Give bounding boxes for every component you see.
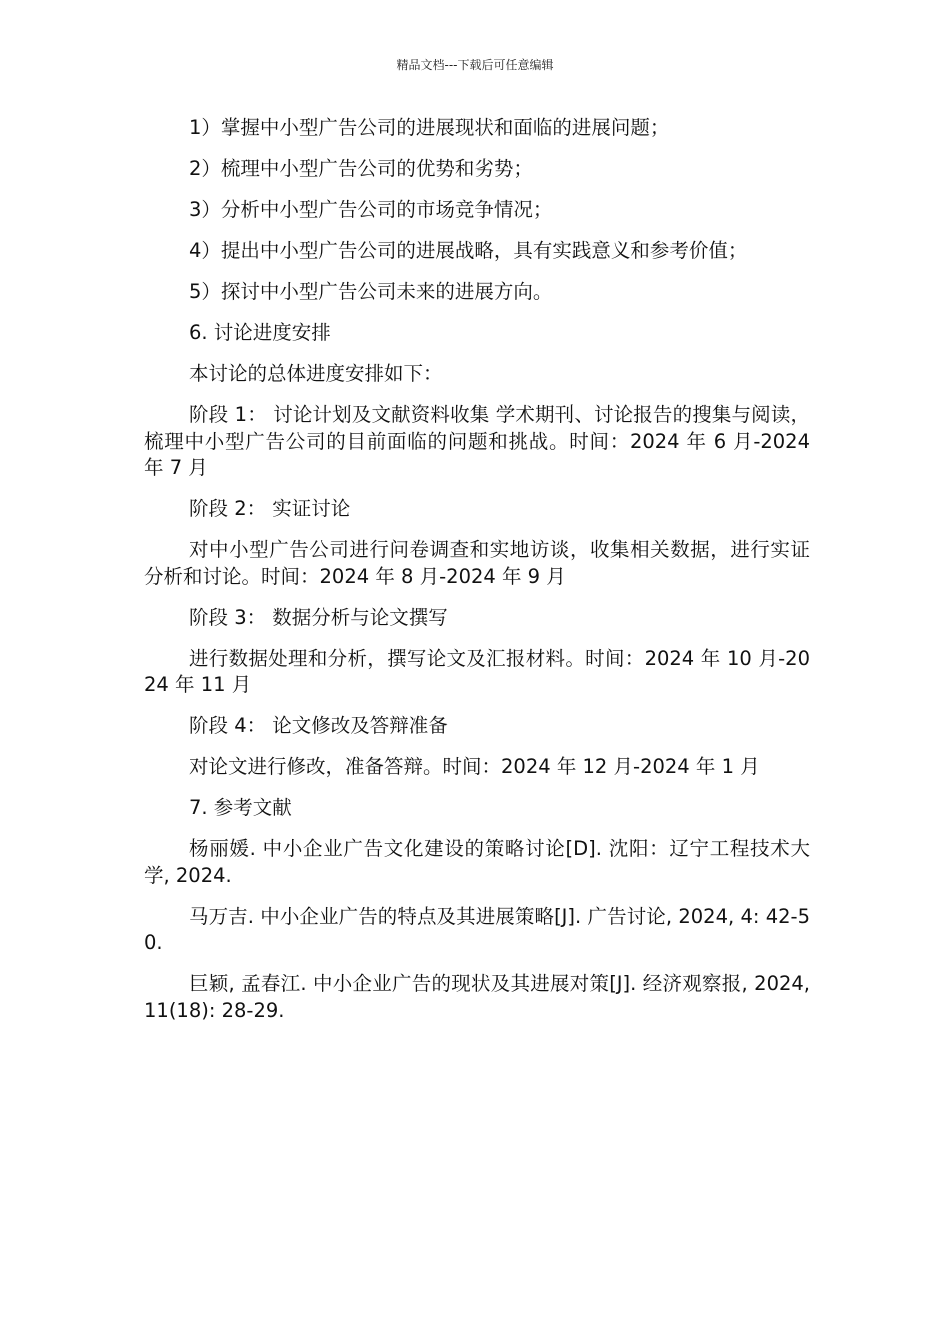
stage-4-title: 阶段 4： 论文修改及答辩准备 (189, 714, 448, 737)
stage-3-text: 进行数据处理和分析，撰写论文及汇报材料。时间：2024 年 10 月-2024 年 11 月 (144, 646, 810, 696)
reference-item-1: 杨丽媛. 中小企业广告文化建设的策略讨论[D]. 沈阳：辽宁工程技术大学, 2024. (144, 837, 810, 887)
page-header: 精品文档---下载后可任意编辑 (396, 58, 554, 72)
document-body (144, 115, 810, 1039)
objective-item-4: 4）提出中小型广告公司的进展战略，具有实践意义和参考价值； (189, 239, 748, 262)
reference-item-3: 巨颖, 孟春江. 中小企业广告的现状及其进展对策[J]. 经济观察报, 2024, 11(18): 28-29. (144, 972, 810, 1022)
section-heading-schedule: 6. 讨论进度安排 (189, 321, 331, 344)
stage-3-title: 阶段 3： 数据分析与论文撰写 (189, 605, 448, 629)
reference-item-2: 马万吉. 中小企业广告的特点及其进展策略[J]. 广告讨论, 2024, 4: 42-50. (144, 904, 810, 954)
objective-item-2: 2）梳理中小型广告公司的优势和劣势； (189, 157, 533, 180)
stage-4-text: 对论文进行修改，准备答辩。时间：2024 年 12 月-2024 年 1 月 (189, 755, 760, 778)
stage-1-text: 阶段 1： 讨论计划及文献资料收集 学术期刊、讨论报告的搜集与阅读，梳理中小型广告公司的目前面临的问题和挑战。时间：2024 年 6 月-2024 年 7 月 (144, 403, 810, 479)
schedule-intro: 本讨论的总体进度安排如下： (189, 362, 443, 385)
objective-item-1: 1）掌握中小型广告公司的进展现状和面临的进展问题； (189, 116, 670, 139)
stage-2-title: 阶段 2： 实证讨论 (189, 497, 351, 520)
stage-2-text: 对中小型广告公司进行问卷调查和实地访谈，收集相关数据，进行实证分析和讨论。时间：2024 年 8 月-2024 年 9 月 (144, 538, 810, 588)
section-heading-references: 7. 参考文献 (189, 796, 292, 819)
objective-item-3: 3）分析中小型广告公司的市场竞争情况； (189, 198, 553, 221)
objective-item-5: 5）探讨中小型广告公司未来的进展方向。 (189, 280, 553, 303)
